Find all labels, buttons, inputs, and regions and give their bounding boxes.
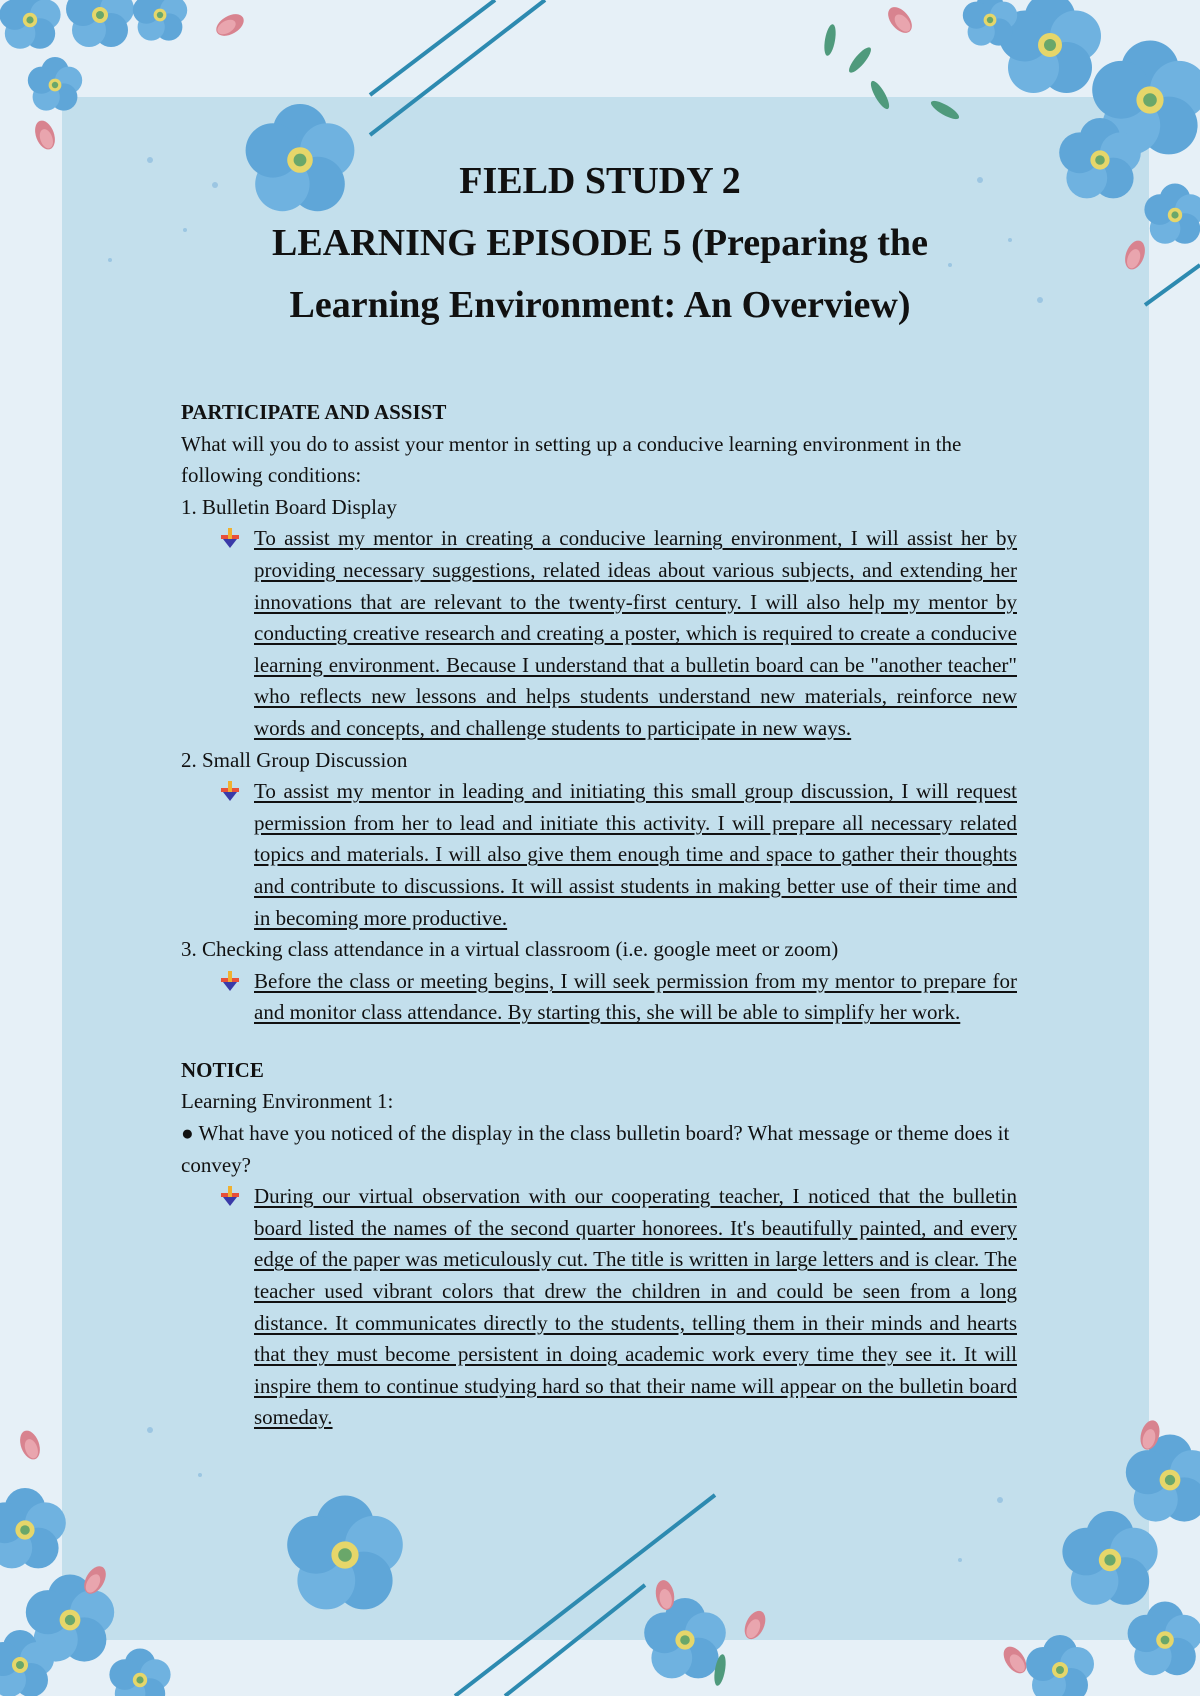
- answer-block: [181, 523, 1017, 744]
- item-label: 3. Checking class attendance in a virtual classroom (i.e. google meet or zoom): [181, 937, 839, 962]
- item-label: 1. Bulletin Board Display: [181, 494, 397, 519]
- answer-text: To assist my mentor in leading and initiating this small group discussion, I will request permission from her to lead and initiate this activity. I will prepare all necessary related topics and materials. I will also give them enough time and space to gather their thoughts and contribute to discussions. It will assist students in making better use of their time and in becoming more productive.: [254, 779, 1017, 930]
- section-spacer: [181, 1029, 1017, 1055]
- item-label: 2. Small Group Discussion: [181, 747, 408, 772]
- participate-heading: PARTICIPATE AND ASSIST: [181, 400, 447, 424]
- answer-block: [181, 776, 1017, 934]
- answer-block: [181, 1181, 1017, 1434]
- arrow-bullet-icon: [219, 527, 241, 549]
- arrow-bullet-icon: [219, 780, 241, 802]
- answer-text: During our virtual observation with our cooperating teacher, I noticed that the bulletin board listed the names of the second quarter honorees. It's beautifully painted, and every edge of the paper was meticulously cut. The title is written in large letters and is clear. The teacher used vibrant colors that drew the children in and could be seen from a long distance. It communicates directly to the students, telling them in their minds and hearts that they must become persistent in doing academic work every time they see it. It will inspire them to continue studying hard so that their name will appear on the bulletin board someday.: [254, 1184, 1017, 1430]
- title-line-3: Learning Environment: An Overview): [289, 284, 911, 326]
- document-body: [181, 397, 1017, 1434]
- document-title: [0, 150, 1200, 336]
- notice-heading: NOTICE: [181, 1057, 264, 1082]
- answer-text: To assist my mentor in creating a conducive learning environment, I will assist her by providing necessary suggestions, related ideas about various subjects, and extending her innovations that are relevant to the twenty-first century. I will also help my mentor by conducting creative research and creating a poster, which is required to create a conducive learning environment. Because I understand that a bulletin board can be "another teacher" who reflects new lessons and helps students understand new materials, reinforce new words and concepts, and challenge students to participate in new ways.: [254, 526, 1017, 740]
- answer-block: [181, 966, 1017, 1029]
- arrow-bullet-icon: [219, 970, 241, 992]
- title-line-1: FIELD STUDY 2: [459, 160, 741, 202]
- notice-question: ● What have you noticed of the display in the class bulletin board? What message or theme does it convey?: [181, 1121, 1010, 1177]
- notice-subheading: Learning Environment 1:: [181, 1089, 394, 1114]
- arrow-bullet-icon: [219, 1185, 241, 1207]
- answer-text: Before the class or meeting begins, I will seek permission from my mentor to prepare for and monitor class attendance. By starting this, she will be able to simplify her work.: [254, 968, 1017, 1025]
- participate-intro: What will you do to assist your mentor in setting up a conducive learning environment in the following conditions:: [181, 431, 962, 488]
- title-line-2: LEARNING EPISODE 5 (Preparing the: [272, 222, 928, 264]
